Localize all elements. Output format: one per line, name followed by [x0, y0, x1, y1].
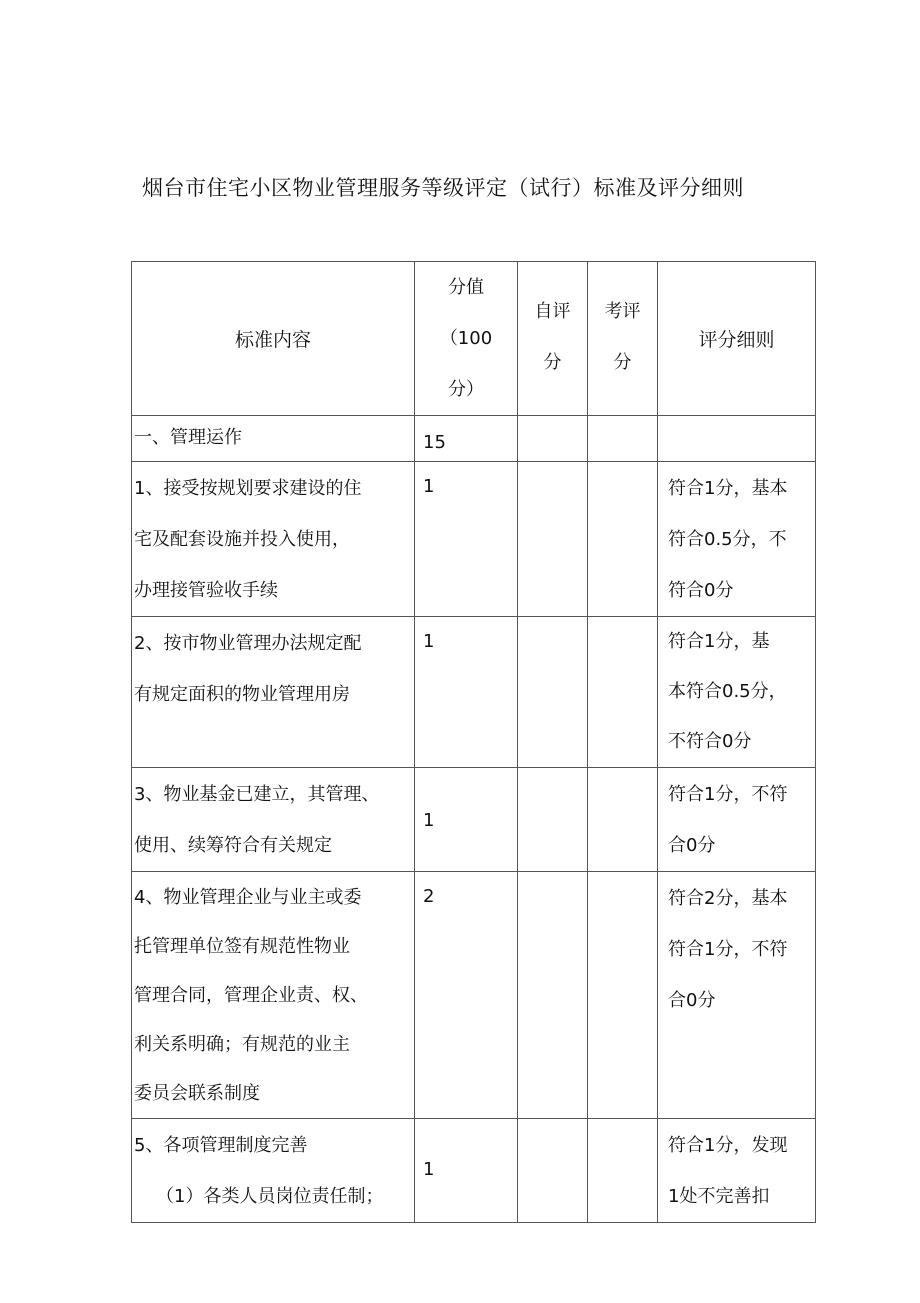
detail-line: 合0分 [668, 990, 716, 1011]
detail-line: 符合2分，基本 [668, 888, 788, 909]
exam-score-cell [588, 416, 658, 462]
table-row [132, 768, 816, 872]
header-self-line: 分 [543, 351, 562, 373]
detail-cell [658, 416, 816, 462]
document-title: 烟台市住宅小区物业管理服务等级评定（试行）标准及评分细则 [142, 176, 744, 200]
self-score-cell [518, 768, 588, 872]
detail-line: 符合1分，发现 [668, 1135, 788, 1156]
table-row [132, 1119, 816, 1223]
content-line: 管理合同，管理企业责、权、 [134, 985, 368, 1006]
self-score-cell [518, 617, 588, 768]
content-line: 利关系明确；有规范的业主 [134, 1034, 350, 1055]
content-line: 5、各项管理制度完善 [134, 1135, 308, 1156]
detail-line: 1处不完善扣 [668, 1186, 770, 1207]
content-line: 委员会联系制度 [134, 1083, 260, 1104]
detail-cell [658, 617, 816, 768]
header-score [415, 262, 518, 416]
header-detail-label: 评分细则 [698, 329, 775, 351]
exam-score-cell [588, 768, 658, 872]
score-value: 2 [423, 886, 435, 907]
score-value: 1 [423, 476, 435, 497]
detail-line: 合0分 [668, 835, 716, 856]
score-cell [415, 617, 518, 768]
content-line: 4、物业管理企业与业主或委 [134, 887, 362, 908]
table-row-section [132, 416, 816, 462]
header-exam-line: 考评 [604, 300, 641, 322]
score-value: 1 [423, 1159, 435, 1180]
table-row [132, 617, 816, 768]
content-line: 托管理单位签有规范性物业 [134, 936, 350, 957]
exam-score-cell [588, 872, 658, 1119]
score-cell [415, 872, 518, 1119]
detail-line: 符合1分，基 [668, 631, 770, 652]
header-self-line: 自评 [534, 300, 571, 322]
header-content [132, 262, 415, 416]
content-cell [132, 872, 415, 1119]
content-line: 办理接管验收手续 [134, 580, 278, 601]
content-cell [132, 768, 415, 872]
table-header-row [132, 262, 816, 416]
header-score-line: 分） [448, 379, 484, 400]
content-line: 使用、续筹符合有关规定 [134, 835, 332, 856]
header-exam-line: 分 [613, 351, 632, 373]
header-score-line: （100 [439, 328, 493, 349]
detail-line: 本符合0.5分， [668, 681, 787, 702]
header-self-score [518, 262, 588, 416]
detail-cell [658, 768, 816, 872]
detail-cell [658, 872, 816, 1119]
detail-line: 不符合0分 [668, 731, 752, 752]
detail-line: 符合1分，不符 [668, 939, 788, 960]
section-score-cell [415, 416, 518, 462]
content-line: 有规定面积的物业管理用房 [134, 684, 350, 705]
exam-score-cell [588, 617, 658, 768]
detail-line: 符合1分，基本 [668, 478, 788, 499]
content-cell [132, 462, 415, 617]
detail-line: 符合0.5分，不 [668, 529, 787, 550]
score-value: 1 [423, 810, 435, 831]
content-line: 2、按市物业管理办法规定配 [134, 633, 362, 654]
self-score-cell [518, 872, 588, 1119]
table-row [132, 462, 816, 617]
scoring-table [131, 261, 816, 1223]
exam-score-cell [588, 1119, 658, 1223]
content-line: 1、接受按规划要求建设的住 [134, 478, 362, 499]
detail-line: 符合0分 [668, 580, 734, 601]
score-cell [415, 768, 518, 872]
score-cell [415, 462, 518, 617]
content-line: 3、物业基金已建立，其管理、 [134, 784, 380, 805]
header-content-label: 标准内容 [234, 329, 311, 351]
content-cell [132, 617, 415, 768]
section-label-cell [132, 416, 415, 462]
detail-line: 符合1分，不符 [668, 784, 788, 805]
header-exam-score [588, 262, 658, 416]
exam-score-cell [588, 462, 658, 617]
section-label: 一、管理运作 [134, 427, 242, 448]
self-score-cell [518, 462, 588, 617]
score-cell [415, 1119, 518, 1223]
table-row [132, 872, 816, 1119]
detail-cell [658, 462, 816, 617]
self-score-cell [518, 1119, 588, 1223]
section-score: 15 [423, 432, 446, 453]
score-value: 1 [423, 631, 435, 652]
header-score-line: 分值 [448, 277, 484, 298]
content-line: 宅及配套设施并投入使用， [134, 529, 350, 550]
content-line: （1）各类人员岗位责任制； [156, 1186, 384, 1207]
content-cell [132, 1119, 415, 1223]
self-score-cell [518, 416, 588, 462]
detail-cell [658, 1119, 816, 1223]
header-detail [658, 262, 816, 416]
